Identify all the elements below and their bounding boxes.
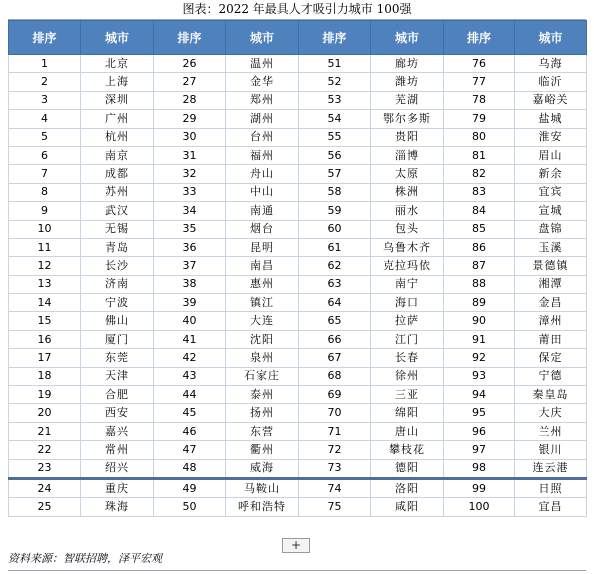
rank-cell: 92 (444, 349, 515, 367)
city-cell: 东莞 (81, 349, 154, 367)
rank-cell: 74 (299, 478, 371, 497)
rank-cell: 89 (444, 294, 515, 312)
rank-cell: 27 (154, 73, 226, 91)
city-cell: 三亚 (371, 386, 444, 404)
city-cell: 重庆 (81, 478, 154, 497)
rank-cell: 73 (299, 459, 371, 478)
rank-cell: 29 (154, 110, 226, 128)
table-row (9, 257, 587, 275)
rank-cell: 65 (299, 312, 371, 330)
table-row (9, 73, 587, 91)
city-cell: 南宁 (371, 275, 444, 293)
table-row (9, 386, 587, 404)
rank-cell: 6 (9, 146, 81, 164)
city-cell: 咸阳 (371, 498, 444, 516)
rank-cell: 5 (9, 128, 81, 146)
city-cell: 宜昌 (515, 498, 587, 516)
rank-cell: 71 (299, 422, 371, 440)
rank-cell: 43 (154, 367, 226, 385)
rank-cell: 36 (154, 238, 226, 256)
city-cell: 金华 (226, 73, 299, 91)
rank-cell: 2 (9, 73, 81, 91)
city-cell: 太原 (371, 165, 444, 183)
rank-cell: 58 (299, 183, 371, 201)
rank-cell: 47 (154, 441, 226, 459)
rank-cell: 25 (9, 498, 81, 516)
rank-cell: 16 (9, 330, 81, 348)
rank-cell: 38 (154, 275, 226, 293)
table-row (9, 459, 587, 478)
rank-cell: 26 (154, 55, 226, 73)
add-row-button[interactable]: + (282, 538, 310, 553)
rank-cell: 96 (444, 422, 515, 440)
rank-cell: 41 (154, 330, 226, 348)
city-cell: 秦皇岛 (515, 386, 587, 404)
rank-cell: 64 (299, 294, 371, 312)
rank-cell: 53 (299, 91, 371, 109)
city-cell: 扬州 (226, 404, 299, 422)
city-cell: 马鞍山 (226, 478, 299, 497)
table-body (9, 55, 587, 517)
city-cell: 泉州 (226, 349, 299, 367)
city-cell: 宜宾 (515, 183, 587, 201)
table-row (9, 422, 587, 440)
rank-cell: 66 (299, 330, 371, 348)
city-cell: 福州 (226, 146, 299, 164)
city-cell: 佛山 (81, 312, 154, 330)
table-row (9, 478, 587, 497)
city-cell: 苏州 (81, 183, 154, 201)
city-cell: 上海 (81, 73, 154, 91)
city-cell: 景德镇 (515, 257, 587, 275)
city-cell: 舟山 (226, 165, 299, 183)
source-note: 资料来源：智联招聘，泽平宏观 (8, 552, 162, 565)
table-row (9, 498, 587, 516)
city-cell: 兰州 (515, 422, 587, 440)
column-header-rank: 排序 (444, 21, 515, 55)
rank-cell: 75 (299, 498, 371, 516)
city-cell: 广州 (81, 110, 154, 128)
rank-cell: 69 (299, 386, 371, 404)
city-cell: 石家庄 (226, 367, 299, 385)
city-cell: 北京 (81, 55, 154, 73)
rank-cell: 61 (299, 238, 371, 256)
table-row (9, 349, 587, 367)
city-cell: 淄博 (371, 146, 444, 164)
rank-cell: 76 (444, 55, 515, 73)
city-cell: 洛阳 (371, 478, 444, 497)
column-header-city: 城市 (226, 21, 299, 55)
rank-cell: 35 (154, 220, 226, 238)
table-row (9, 146, 587, 164)
column-header-city: 城市 (81, 21, 154, 55)
table-row (9, 202, 587, 220)
rank-cell: 63 (299, 275, 371, 293)
rank-cell: 21 (9, 422, 81, 440)
city-cell: 拉萨 (371, 312, 444, 330)
city-cell: 贵阳 (371, 128, 444, 146)
rank-cell: 30 (154, 128, 226, 146)
rank-cell: 94 (444, 386, 515, 404)
bottom-rule (8, 570, 586, 571)
rank-cell: 81 (444, 146, 515, 164)
table-row (9, 367, 587, 385)
city-cell: 攀枝花 (371, 441, 444, 459)
city-cell: 眉山 (515, 146, 587, 164)
rank-cell: 11 (9, 238, 81, 256)
rank-cell: 95 (444, 404, 515, 422)
rank-cell: 42 (154, 349, 226, 367)
city-cell: 惠州 (226, 275, 299, 293)
city-cell: 东营 (226, 422, 299, 440)
table-row (9, 312, 587, 330)
rank-cell: 59 (299, 202, 371, 220)
rank-cell: 18 (9, 367, 81, 385)
rank-cell: 8 (9, 183, 81, 201)
rank-cell: 88 (444, 275, 515, 293)
table-row (9, 220, 587, 238)
rank-cell: 3 (9, 91, 81, 109)
rank-cell: 17 (9, 349, 81, 367)
rank-cell: 7 (9, 165, 81, 183)
rank-cell: 57 (299, 165, 371, 183)
city-cell: 玉溪 (515, 238, 587, 256)
city-cell: 厦门 (81, 330, 154, 348)
city-cell: 潍坊 (371, 73, 444, 91)
city-cell: 呼和浩特 (226, 498, 299, 516)
city-cell: 衢州 (226, 441, 299, 459)
city-cell: 湖州 (226, 110, 299, 128)
city-cell: 南通 (226, 202, 299, 220)
city-cell: 中山 (226, 183, 299, 201)
city-cell: 克拉玛依 (371, 257, 444, 275)
rank-cell: 12 (9, 257, 81, 275)
column-header-rank: 排序 (154, 21, 226, 55)
table-row (9, 330, 587, 348)
rank-cell: 44 (154, 386, 226, 404)
rank-cell: 87 (444, 257, 515, 275)
rank-cell: 1 (9, 55, 81, 73)
rank-cell: 33 (154, 183, 226, 201)
rank-cell: 34 (154, 202, 226, 220)
city-cell: 唐山 (371, 422, 444, 440)
city-cell: 珠海 (81, 498, 154, 516)
city-cell: 沈阳 (226, 330, 299, 348)
city-cell: 泰州 (226, 386, 299, 404)
rank-cell: 60 (299, 220, 371, 238)
table-title: 图表：2022 年最具人才吸引力城市 100强 (182, 2, 412, 16)
rank-cell: 20 (9, 404, 81, 422)
rank-cell: 84 (444, 202, 515, 220)
rank-cell: 55 (299, 128, 371, 146)
rank-cell: 14 (9, 294, 81, 312)
rank-cell: 31 (154, 146, 226, 164)
rank-cell: 9 (9, 202, 81, 220)
city-cell: 合肥 (81, 386, 154, 404)
rank-cell: 98 (444, 459, 515, 478)
rank-cell: 77 (444, 73, 515, 91)
city-cell: 德阳 (371, 459, 444, 478)
city-cell: 宁德 (515, 367, 587, 385)
rank-cell: 72 (299, 441, 371, 459)
city-cell: 嘉峪关 (515, 91, 587, 109)
rank-cell: 80 (444, 128, 515, 146)
city-cell: 昆明 (226, 238, 299, 256)
city-cell: 湘潭 (515, 275, 587, 293)
city-cell: 银川 (515, 441, 587, 459)
city-cell: 常州 (81, 441, 154, 459)
rank-cell: 68 (299, 367, 371, 385)
city-cell: 南京 (81, 146, 154, 164)
city-cell: 临沂 (515, 73, 587, 91)
city-cell: 乌海 (515, 55, 587, 73)
rank-cell: 24 (9, 478, 81, 497)
city-cell: 烟台 (226, 220, 299, 238)
rank-cell: 86 (444, 238, 515, 256)
table-row (9, 183, 587, 201)
rank-cell: 22 (9, 441, 81, 459)
rank-cell: 50 (154, 498, 226, 516)
rank-cell: 83 (444, 183, 515, 201)
table-row (9, 91, 587, 109)
rank-cell: 100 (444, 498, 515, 516)
city-cell: 长沙 (81, 257, 154, 275)
city-cell: 丽水 (371, 202, 444, 220)
city-cell: 芜湖 (371, 91, 444, 109)
city-cell: 海口 (371, 294, 444, 312)
city-cell: 大庆 (515, 404, 587, 422)
city-cell: 大连 (226, 312, 299, 330)
city-cell: 青岛 (81, 238, 154, 256)
city-cell: 新余 (515, 165, 587, 183)
city-cell: 盐城 (515, 110, 587, 128)
city-cell: 宁波 (81, 294, 154, 312)
rank-cell: 40 (154, 312, 226, 330)
city-cell: 莆田 (515, 330, 587, 348)
rank-cell: 23 (9, 459, 81, 478)
ranking-table (8, 20, 587, 517)
rank-cell: 78 (444, 91, 515, 109)
rank-cell: 46 (154, 422, 226, 440)
city-cell: 无锡 (81, 220, 154, 238)
table-row (9, 110, 587, 128)
city-cell: 包头 (371, 220, 444, 238)
rank-cell: 70 (299, 404, 371, 422)
city-cell: 株洲 (371, 183, 444, 201)
city-cell: 南昌 (226, 257, 299, 275)
city-cell: 成都 (81, 165, 154, 183)
rank-cell: 90 (444, 312, 515, 330)
table-row (9, 128, 587, 146)
city-cell: 武汉 (81, 202, 154, 220)
city-cell: 金昌 (515, 294, 587, 312)
city-cell: 台州 (226, 128, 299, 146)
city-cell: 长春 (371, 349, 444, 367)
rank-cell: 67 (299, 349, 371, 367)
table-row (9, 55, 587, 73)
rank-cell: 45 (154, 404, 226, 422)
rank-cell: 32 (154, 165, 226, 183)
header-row (9, 21, 587, 55)
rank-cell: 28 (154, 91, 226, 109)
rank-cell: 91 (444, 330, 515, 348)
rank-cell: 85 (444, 220, 515, 238)
rank-cell: 51 (299, 55, 371, 73)
table-row (9, 165, 587, 183)
rank-cell: 39 (154, 294, 226, 312)
city-cell: 杭州 (81, 128, 154, 146)
city-cell: 深圳 (81, 91, 154, 109)
city-cell: 鄂尔多斯 (371, 110, 444, 128)
table-row (9, 238, 587, 256)
table-row (9, 275, 587, 293)
city-cell: 廊坊 (371, 55, 444, 73)
rank-cell: 99 (444, 478, 515, 497)
rank-cell: 56 (299, 146, 371, 164)
city-cell: 天津 (81, 367, 154, 385)
rank-cell: 54 (299, 110, 371, 128)
city-cell: 盘锦 (515, 220, 587, 238)
rank-cell: 93 (444, 367, 515, 385)
city-cell: 漳州 (515, 312, 587, 330)
city-cell: 嘉兴 (81, 422, 154, 440)
city-cell: 温州 (226, 55, 299, 73)
rank-cell: 52 (299, 73, 371, 91)
city-cell: 绍兴 (81, 459, 154, 478)
column-header-city: 城市 (371, 21, 444, 55)
rank-cell: 15 (9, 312, 81, 330)
rank-cell: 49 (154, 478, 226, 497)
city-cell: 日照 (515, 478, 587, 497)
city-cell: 郑州 (226, 91, 299, 109)
city-cell: 保定 (515, 349, 587, 367)
rank-cell: 82 (444, 165, 515, 183)
rank-cell: 97 (444, 441, 515, 459)
column-header-rank: 排序 (9, 21, 81, 55)
table-row (9, 294, 587, 312)
city-cell: 乌鲁木齐 (371, 238, 444, 256)
city-cell: 西安 (81, 404, 154, 422)
rank-cell: 37 (154, 257, 226, 275)
city-cell: 淮安 (515, 128, 587, 146)
city-cell: 镇江 (226, 294, 299, 312)
table-row (9, 404, 587, 422)
city-cell: 绵阳 (371, 404, 444, 422)
city-cell: 济南 (81, 275, 154, 293)
table-row (9, 441, 587, 459)
rank-cell: 79 (444, 110, 515, 128)
column-header-rank: 排序 (299, 21, 371, 55)
rank-cell: 10 (9, 220, 81, 238)
rank-cell: 62 (299, 257, 371, 275)
city-cell: 宣城 (515, 202, 587, 220)
rank-cell: 4 (9, 110, 81, 128)
city-cell: 徐州 (371, 367, 444, 385)
city-cell: 江门 (371, 330, 444, 348)
rank-cell: 13 (9, 275, 81, 293)
city-cell: 连云港 (515, 459, 587, 478)
rank-cell: 48 (154, 459, 226, 478)
city-cell: 威海 (226, 459, 299, 478)
column-header-city: 城市 (515, 21, 587, 55)
rank-cell: 19 (9, 386, 81, 404)
